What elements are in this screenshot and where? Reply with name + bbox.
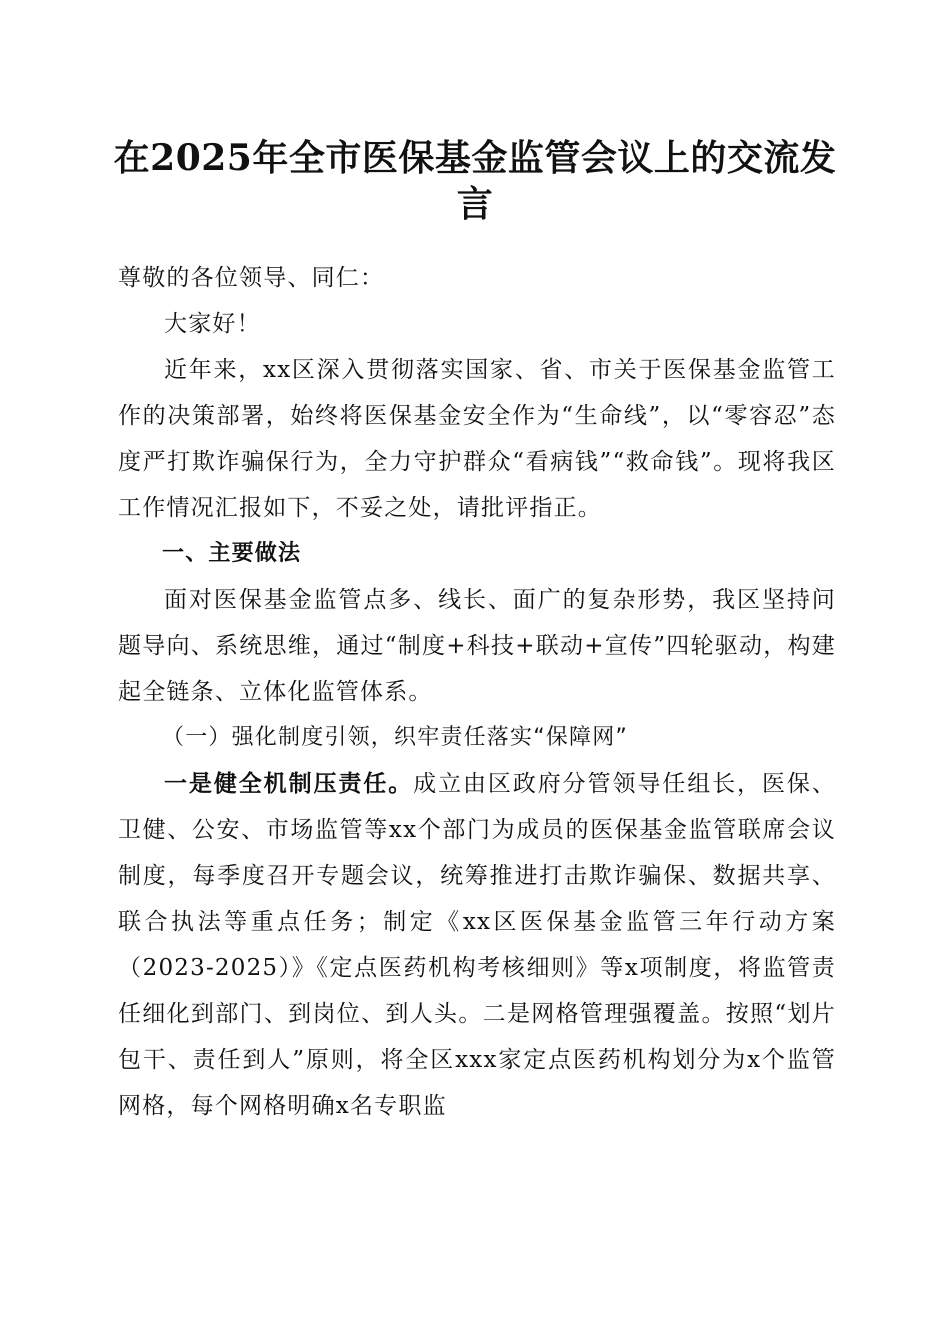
greeting: 大家好！ — [164, 311, 261, 337]
point-body: 成立由区政府分管领导任组长，医保、卫健、公安、市场监管等xx个部门为成员的医保基金监管联席会议制度，每季度召开专题会议，统筹推进打击欺诈骗保、数据共享、联合执法等重点任务；制定《xx区医保基金监管三年行动方案（2023-2025）》《定点医药机构考核细则》等x项制度，将监管责任细化到部门、到岗位、到人头。二是网格管理强覆盖。按照“划片包干、责任到人”原则，将全区xxx家定点医药机构划分为x个监管网格，每个网格明确x名专职监 — [118, 771, 836, 1119]
salutation: 尊敬的各位领导、同仁： — [118, 265, 385, 291]
section-intro-paragraph: 面对医保基金监管点多、线长、面广的复杂形势，我区坚持问题导向、系统思维，通过“制度+科技+联动+宣传”四轮驱动，构建起全链条、立体化监管体系。 — [118, 587, 836, 705]
point-paragraph — [118, 761, 836, 1129]
subsection-heading: （一）强化制度引领，织牢责任落实“保障网” — [162, 725, 628, 750]
point-lead: 一是健全机制压责任。 — [164, 770, 414, 797]
document-title: 在2025年全市医保基金监管会议上的交流发言 — [113, 137, 837, 225]
intro-paragraph: 近年来，xx区深入贯彻落实国家、省、市关于医保基金监管工作的决策部署，始终将医保基金安全作为“生命线”，以“零容忍”态度严打欺诈骗保行为，全力守护群众“看病钱”“救命钱”。现将我区工作情况汇报如下，不妥之处，请批评指正。 — [118, 357, 836, 521]
section-heading: 一、主要做法 — [162, 541, 302, 566]
document-body — [118, 255, 836, 1129]
